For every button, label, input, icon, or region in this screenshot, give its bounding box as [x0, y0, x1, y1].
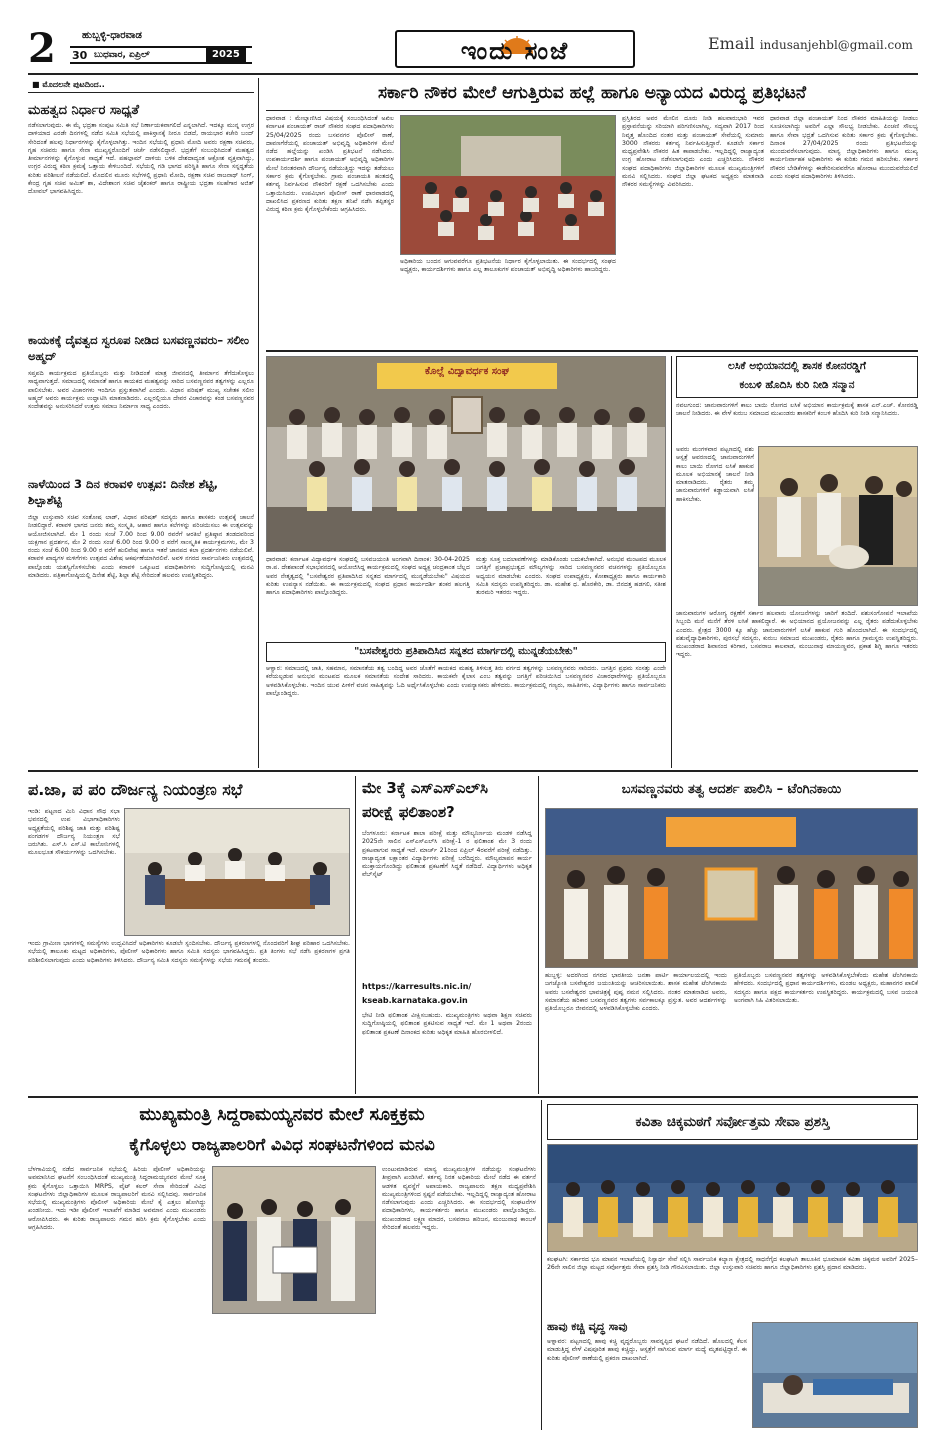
vaccine-headline-line1: ಲಸಿಕೆ ಅಭಿಯಾನದಲ್ಲಿ ಶಾಸಕ ಕೋನರಡ್ಡಿಗೆ	[728, 360, 866, 372]
date-day: 30	[72, 49, 88, 62]
email-value[interactable]: indusanjehbl@gmail.com	[759, 38, 913, 52]
date-weekday: ಬುಧವಾರ, ಏಪ್ರಿಲ್	[94, 50, 150, 60]
sslc-url-2[interactable]: kseab.karnataka.gov.in	[362, 996, 468, 1005]
story-title-basavanna: ಕಾಯಕಕ್ಕೆ ದೈವತ್ವದ ಸ್ವರೂಪ ನೀಡಿದ ಬಸವಣ್ಣನವರು– ಸಲೀಂ ಅಹ್ಮದ್	[28, 333, 250, 363]
lead-body-col1: ಧಾರವಾಡ : ಮೇಲ್ಕಾಣಿಸಿದ ವಿಷಯಕ್ಕೆ ಸಂಬಂಧಿಸಿದಂತೆ ಅಖಿಲ ಕರ್ನಾಟಕ ಪಂಚಾಯತ್ ರಾಜ್ ನೌಕರರ ಸಂಘದ ಪದಾಧಿಕಾರಿಗಳು 25/04/2025 ರಂದು ಬಸವನಗರ ಪೊಲೀಸ್ ಠಾಣೆ, ದಾವಣಗೆರೆಯಲ್ಲಿ ಪಂಚಾಯತ್ ಅಭಿವೃದ್ಧಿ ಅಧಿಕಾರಿಗಳ ಮೇಲೆ ನಡೆದ ಹಲ್ಲೆಯನ್ನು ಖಂಡಿಸಿ ಪ್ರತಿಭಟನೆ ನಡೆಸಿದರು. ಉಪಕಾರ್ಯದರ್ಶಿ ಹಾಗೂ ಪಂಚಾಯತ್ ಅಭಿವೃದ್ಧಿ ಅಧಿಕಾರಿಗಳ ಮೇಲೆ ನಿರಂತರವಾಗಿ ದೌರ್ಜನ್ಯ ನಡೆಯುತ್ತಿದ್ದು ಇದನ್ನು ತಡೆಯಲು ಸರ್ಕಾರ ಕ್ರಮ ಕೈಗೊಳ್ಳಬೇಕು. ಗ್ರಾಮ ಪಂಚಾಯತಿ ಹಂತದಲ್ಲಿ ಕರ್ತವ್ಯ ನಿರ್ವಹಿಸುವ ನೌಕರರಿಗೆ ರಕ್ಷಣೆ ಒದಗಿಸಬೇಕು ಎಂದು ಒತ್ತಾಯಿಸಿದರು. ಉಪವಿಭಾಗ ಪೊಲೀಸ್ ಠಾಣೆ ಧಾರವಾಡದಲ್ಲಿ ದಾಖಲಿಸಿದ ಪ್ರಕರಣದ ಕುರಿತು ತಕ್ಷಣ ತನಿಖೆ ನಡೆಸಿ ತಪ್ಪಿತಸ್ಥರ ವಿರುದ್ಧ ಕಠಿಣ ಕ್ರಮ ಕೈಗೊಳ್ಳಬೇಕೆಂದು ಆಗ್ರಹಿಸಿದರು.	[266, 115, 394, 214]
mid-divider-2	[538, 776, 539, 1094]
basaveshwara-subhead: "ಬಸವೇಶ್ವರರು ಪ್ರತಿಪಾದಿಸಿದ ಸನ್ನತದ ಮಾರ್ಗದಲ್ಲಿ ಮುನ್ನಡೆಯಬೇಕು"	[354, 646, 578, 657]
lead-bottom-rule	[266, 350, 918, 352]
continued-kicker: ■ ಮೊದಲನೇ ಪುಟದಿಂದ..	[28, 78, 254, 93]
group-photo-caption-2: ಮತ್ತು ಸೂಕ್ತ ಬದಲಾವಣೆಗಳನ್ನು ಮಾಡಿಕೊಂಡು ಬದುಕಬೇಕಾಗಿದೆ. ಅನುಭವ ಮಂಟಪದ ಮೂಲಕ ಜಗತ್ತಿಗೆ ಪ್ರಜಾಪ್ರಭುತ್ವದ ಮೌಲ್ಯಗಳನ್ನು ಸಾರಿದ ಬಸವಣ್ಣನವರ ವಚನಗಳನ್ನು ಪ್ರತಿಯೊಬ್ಬರೂ ಅಧ್ಯಯನ ಮಾಡಬೇಕು ಎಂದರು. ಸಂಘದ ಉಪಾಧ್ಯಕ್ಷರು, ಕೋಶಾಧ್ಯಕ್ಷರು ಹಾಗೂ ಕಾರ್ಯಕಾರಿ ಸಮಿತಿ ಸದಸ್ಯರು ಉಪಸ್ಥಿತರಿದ್ದರು. ಡಾ. ಮಹೇಶ ಧ. ಹೊರಕೇರಿ, ಡಾ. ಜಿನದತ್ತ ಹಡಗಲಿ, ಸತೀಶ ತುರಮರಿ ಇತರರು ಇದ್ದರು.	[476, 556, 666, 597]
bottom-divider	[541, 1100, 542, 1430]
vaccine-headline-line2: ಕಂಬಳಿ ಹೊದಿಸಿ ಕುರಿ ನೀಡಿ ಸನ್ಮಾನ	[739, 379, 855, 391]
group-scene-illustration	[267, 357, 666, 552]
story-body-coastal-fest: ಜಿಲ್ಲಾ ಉಸ್ತುವಾರಿ ಸಚಿವ ಸಂತೋಷ ಲಾಡ್, ವಿಧಾನ ಪರಿಷತ್ ಸದಸ್ಯರು ಹಾಗೂ ಶಾಸಕರು ಉತ್ಸವಕ್ಕೆ ಚಾಲನೆ ನೀಡಲಿದ್ದಾರೆ. ಕರಾವಳಿ ಭಾಗದ ಜನರು ತಮ್ಮ ಸಂಸ್ಕೃತಿ, ಆಹಾರ ಹಾಗೂ ಕಲೆಗಳನ್ನು ಪರಿಚಯಿಸಲು ಈ ಉತ್ಸವವನ್ನು ಆಯೋಜಿಸಲಾಗಿದೆ. ಮೇ 1 ರಂದು ಸಂಜೆ 7.00 ರಿಂದ 9.00 ರವರೆಗೆ ಆರತಿಲೆ ಪ್ರತಿಷ್ಠಾನ ತಂಡದವರಿಂದ ಯಕ್ಷಗಾನ ಪ್ರದರ್ಶನ, ಮೇ 2 ರಂದು ಸಂಜೆ 6.00 ರಿಂದ 9.00 ರ ವರೆಗೆ ಸಾಂಸ್ಕೃತಿಕ ಕಾರ್ಯಕ್ರಮಗಳು, ಮೇ 3 ರಂದು ಸಂಜೆ 6.00 ರಿಂದ 9.00 ರ ವರೆಗೆ ಹುಲಿವೇಷ ಹಾಗೂ ಇತರೆ ಜಾನಪದ ಕಲಾ ಪ್ರದರ್ಶನಗಳು ನಡೆಯಲಿವೆ. ಕರಾವಳಿ ಖಾದ್ಯಗಳ ಮಳಿಗೆಗಳು ಉತ್ಸವದ ವಿಶೇಷ ಆಕರ್ಷಣೆಯಾಗಿರಲಿವೆ. ಅವಳಿ ನಗರದ ಸಾರ್ವಜನಿಕರು ಉತ್ಸವದಲ್ಲಿ ಪಾಲ್ಗೊಂಡು ಯಶಸ್ವಿಗೊಳಿಸಬೇಕು ಎಂದು ಕರಾವಳಿ ಒಕ್ಕೂಟದ ಪದಾಧಿಕಾರಿಗಳು ಸುದ್ದಿಗೋಷ್ಠಿಯಲ್ಲಿ ಮನವಿ ಮಾಡಿದರು. ಪತ್ರಿಕಾಗೋಷ್ಠಿಯಲ್ಲಿ ದಿನೇಶ ಶೆಟ್ಟಿ, ಶಿಲ್ಪಾ ಶೆಟ್ಟಿ ಸೇರಿದಂತೆ ಹಲವರು ಉಪಸ್ಥಿತರಿದ್ದರು.	[28, 514, 254, 580]
lead-photo-caption: ಅಧಿಕಾರಿಯ ಬಂದನ ಆಗುವವರೆಗೂ ಪ್ರತಿಭಟನೆಯ ನಿರ್ಧಾರ ಕೈಗೊಳ್ಳಲಾಯಿತು. ಈ ಸಂದರ್ಭದಲ್ಲಿ ಸಂಘದ ಅಧ್ಯಕ್ಷರು, ಕಾರ್ಯದರ್ಶಿಗಳು ಹಾಗೂ ಎಲ್ಲ ತಾಲೂಕುಗಳ ಪಂಚಾಯತ್ ಅಭಿವೃದ್ಧಿ ಅಧಿಕಾರಿಗಳು ಹಾಜರಿದ್ದರು.	[400, 258, 616, 274]
right-story-divider	[671, 356, 672, 768]
lead-body-col4: ಧಾರವಾಡ ಜಿಲ್ಲಾ ಪಂಚಾಯತ್ ನಿಂದ ನೌಕರರ ಮಾಹಿತಿಯನ್ನು ನೀಡಲು ಸೂಚಿಸಲಾಗಿದ್ದು ಅವರಿಗೆ ಎಲ್ಲಾ ಸೌಲಭ್ಯ ನೀಡಬೇಕು. ಪಿಂಚಣಿ ಸೌಲಭ್ಯ ಹಾಗೂ ಸೇವಾ ಭದ್ರತೆ ಒದಗಿಸುವ ಕುರಿತು ಸರ್ಕಾರ ಕ್ರಮ ಕೈಗೊಳ್ಳಬೇಕು. ದಿನಾಂಕ 27/04/2025 ರಂದು ಪ್ರತಿಭಟನೆಯನ್ನು ಮುಂದುವರೆಸಲಾಗುವುದು. ಮಾನ್ಯ ಜಿಲ್ಲಾಧಿಕಾರಿಗಳು ಹಾಗೂ ಮುಖ್ಯ ಕಾರ್ಯನಿರ್ವಾಹಕ ಅಧಿಕಾರಿಗಳು ಈ ಕುರಿತು ಗಮನ ಹರಿಸಬೇಕು. ಸರ್ಕಾರ ನೌಕರರ ಬೇಡಿಕೆಗಳನ್ನು ಈಡೇರಿಸುವವರೆಗೂ ಹೋರಾಟ ಮುಂದುವರೆಯಲಿದೆ ಎಂದು ಸಂಘದ ಪದಾಧಿಕಾರಿಗಳು ತಿಳಿಸಿದರು.	[770, 115, 918, 181]
snake-bite-title: ಹಾವು ಕಚ್ಚಿ ವೃದ್ಧ ಸಾವು	[547, 1320, 628, 1333]
story-body-basavanna: ಸಪ್ತಪದಿ ಕಾರ್ಯಕ್ರಮದ ಪ್ರತಿಯೊಬ್ಬರು ಮತ್ತು ನೀಡಿದಂತೆ ಮಾತ್ರ ಜೀವನದಲ್ಲಿ ತೀರ್ಮಾನ ತೆಗೆದುಕೊಳ್ಳಲು ಸಾಧ್ಯವಾಗುತ್ತದೆ. ಸಮಾಜದಲ್ಲಿ ಸಮಾನತೆ ಹಾಗೂ ಕಾಯಕದ ಮಹತ್ವವನ್ನು ಸಾರಿದ ಬಸವಣ್ಣನವರ ತತ್ವಗಳನ್ನು ಎಲ್ಲರೂ ಪಾಲಿಸಬೇಕು. ಅವರ ವಿಚಾರಗಳು ಇಂದಿಗೂ ಪ್ರಸ್ತುತವಾಗಿವೆ ಎಂದರು. ವಿಧಾನ ಪರಿಷತ್ ಮುಖ್ಯ ಸಚೇತಕ ಸಲೀಂ ಅಹ್ಮದ್ ಅವರು ಕಾರ್ಯಕ್ರಮ ಉದ್ಘಾಟಿಸಿ ಮಾತನಾಡಿದರು. ಎಲ್ಲರಲ್ಲಿಯೂ ದೇವರ ವಿಚಾರವನ್ನು ಕಂಡ ಬಸವಣ್ಣನವರ ಸಂದೇಶವನ್ನು ಅನುಸರಿಸಿದರೆ ಉತ್ತಮ ಸಮಾಜ ನಿರ್ಮಾಣ ಸಾಧ್ಯ ಎಂದರು.	[28, 370, 254, 411]
left-column-divider	[258, 78, 259, 768]
bottom-section-rule	[28, 1096, 918, 1098]
logo-box	[395, 30, 635, 68]
scst-meeting-photo	[124, 808, 350, 936]
story-title-coastal-fest: ನಾಳೆಯಿಂದ 3 ದಿನ ಕರಾವಳಿ ಉತ್ಸವ: ದಿನೇಶ ಶೆಟ್ಟಿ, ಶಿಲ್ಪಾಶೆಟ್ಟಿ	[28, 477, 219, 507]
cm-memo-title-line2: ಕೈಗೊಳ್ಳಲು ರಾಜ್ಯಪಾಲರಿಗೆ ವಿವಿಧ ಸಂಘಟನೆಗಳಿಂದ ಮನವಿ	[129, 1135, 435, 1154]
tenginakai-photo	[545, 808, 918, 968]
hospital-scene-illustration	[753, 1323, 918, 1428]
masthead-rule	[28, 73, 918, 75]
lead-headline: ಸರ್ಕಾರಿ ನೌಕರ ಮೇಲೆ ಆಗುತ್ತಿರುವ ಹಲ್ಲೆ ಹಾಗೂ ಅನ್ಯಾಯದ ವಿರುದ್ಧ ಪ್ರತಿಭಟನೆ	[378, 83, 806, 103]
snake-bite-photo	[752, 1322, 918, 1428]
sslc-title-line1: ಮೇ 3ಕ್ಕೆ ಎಸ್ಎಸ್ಎಲ್‌ಸಿ	[362, 779, 488, 797]
cm-memo-photo	[212, 1166, 376, 1314]
vaccine-body-top: ನವಲಗುಂದ: ಜಾನುವಾರುಗಳಿಗೆ ಕಾಲು ಬಾಯಿ ರೋಗದ ಲಸಿಕೆ ಅಭಿಯಾನ ಕಾರ್ಯಕ್ರಮಕ್ಕೆ ಶಾಸಕ ಎನ್.ಎಚ್. ಕೋನರಡ್ಡಿ ಚಾಲನೆ ನೀಡಿದರು. ಈ ವೇಳೆ ಕುರುಬ ಸಮಾಜದ ಮುಖಂಡರು ಶಾಸಕರಿಗೆ ಕಂಬಳಿ ಹೊದಿಸಿ ಕುರಿ ನೀಡಿ ಸನ್ಮಾನಿಸಿದರು.	[676, 402, 918, 418]
award-body: ಕಲಘಟಗಿ: ಸರ್ಕಾರದ ಭೂ ಮಾಪನ ಇಲಾಖೆಯಲ್ಲಿ ನಿಸ್ವಾರ್ಥ ಸೇವೆ ಸಲ್ಲಿಸಿ ಸಾರ್ವಜನಿಕ ಕಲ್ಯಾಣ ಕ್ಷೇತ್ರದಲ್ಲಿ ಸಾಧನೆಗೈದ ಕಲಘಟಗಿ ತಾಲೂಕಿನ ಭೂಮಾಪಕ ಕವಿತಾ ಚಿಕ್ಕಮಠ ಅವರಿಗೆ 2025–26ನೇ ಸಾಲಿನ ಜಿಲ್ಲಾ ಮಟ್ಟದ ಸರ್ವೋತ್ತಮ ಸೇವಾ ಪ್ರಶಸ್ತಿ ನೀಡಿ ಗೌರವಿಸಲಾಯಿತು. ಜಿಲ್ಲಾ ಉಸ್ತುವಾರಿ ಸಚಿವರು ಹಾಗೂ ಜಿಲ್ಲಾಧಿಕಾರಿಗಳು ಪ್ರಶಸ್ತಿ ಪ್ರದಾನ ಮಾಡಿದರು.	[547, 1256, 918, 1272]
vaccine-headline-box	[676, 356, 918, 398]
group-photo-banner: ಕೊಲ್ಲೆ ವಿದ್ಯಾವರ್ಧಕ ಸಂಘ	[425, 366, 509, 377]
group-photo	[266, 356, 666, 552]
felicitation-scene-illustration	[546, 809, 918, 968]
masthead	[0, 28, 945, 70]
award-title: ಕವಿತಾ ಚಿಕ್ಕಮಠಗೆ ಸರ್ವೋತ್ತಮ ಸೇವಾ ಪ್ರಶಸ್ತಿ	[635, 1114, 830, 1130]
basaveshwara-subhead-box	[266, 642, 666, 662]
sslc-body-2: ಭೇಟಿ ನೀಡಿ ಫಲಿತಾಂಶ ವೀಕ್ಷಿಸಬಹುದು. ಮುಖ್ಯಮಂತ್ರಿಗಳು ಅಥವಾ ಶಿಕ್ಷಣ ಸಚಿವರು ಸುದ್ದಿಗೋಷ್ಠಿಯಲ್ಲಿ ಫಲಿತಾಂಶ ಪ್ರಕಟಿಸುವ ಸಾಧ್ಯತೆ ಇದೆ. ಮೇ 1 ಅಥವಾ 2ರಂದು ಫಲಿತಾಂಶ ಪ್ರಕಟಣೆ ದಿನಾಂಕದ ಕುರಿತು ಅಧಿಕೃತ ಮಾಹಿತಿ ಹೊರಬೀಳಲಿದೆ.	[362, 1012, 532, 1036]
cm-memo-body-photo-below	[212, 1318, 376, 1428]
scst-meeting-title: ಪ.ಜಾ, ಪ ಪಂ ದೌರ್ಜನ್ಯ ನಿಯಂತ್ರಣ ಸಭೆ	[28, 780, 243, 799]
scst-body-side: ಇಂಡಿ: ಪಟ್ಟಣದ ಮಿನಿ ವಿಧಾನ ಸೌಧ ಸಭಾ ಭವನದಲ್ಲಿ ಉಪ ವಿಭಾಗಾಧಿಕಾರಿಗಳು ಅಧ್ಯಕ್ಷತೆಯಲ್ಲಿ ಪರಿಶಿಷ್ಟ ಜಾತಿ ಮತ್ತು ಪರಿಶಿಷ್ಟ ಪಂಗಡಗಳ ದೌರ್ಜನ್ಯ ನಿಯಂತ್ರಣ ಸಭೆ ಜರುಗಿತು. ಎಸ್.ಸಿ ಎಸ್.ಟಿ ಕಾಲೋನಿಗಳಲ್ಲಿ ಮೂಲಭೂತ ಸೌಕರ್ಯಗಳನ್ನು ಒದಗಿಸಬೇಕು.	[28, 808, 120, 857]
memorandum-scene-illustration	[213, 1167, 376, 1314]
date-year: 2025	[206, 48, 246, 62]
email-block	[708, 34, 938, 64]
mid-divider-1	[355, 776, 356, 1094]
award-photo	[547, 1144, 918, 1252]
vaccine-photo	[758, 446, 918, 606]
award-ceremony-illustration	[548, 1145, 918, 1252]
basaveshwara-body: ಆಳ್ವಾರ: ಸಮಾಜದಲ್ಲಿ ಜಾತಿ, ಸಹಮಾನ, ಸಮಾನತೆಯ ತತ್ವ ಬಂದಿದ್ದ ಅವರ ಜೊತೆಗೆ ಕಾಯಕದ ಮಹತ್ವ ತಿಳಿಸುತ್ತ ತಿರು ವರ್ಗದ ತತ್ವಗಳನ್ನು ಬಸವಣ್ಣನವರು ಸಾರಿದರು. ಜಗತ್ತಿನ ಪ್ರಥಮ ಸಂಸತ್ತು ಎಂದೇ ಕರೆಯಲ್ಪಡುವ ಅನುಭವ ಮಂಟಪದ ಮೂಲಕ ಸಮಾನತೆಯ ಸಂದೇಶ ಸಾರಿದರು. ಕಾಯಕವೇ ಕೈಲಾಸ ಎಂಬ ತತ್ವವನ್ನು ಜಗತ್ತಿಗೆ ಪರಿಚಯಿಸಿದ ಬಸವಣ್ಣನವರ ವಿಚಾರಧಾರೆಗಳನ್ನು ಪ್ರತಿಯೊಬ್ಬರೂ ಅಳವಡಿಸಿಕೊಳ್ಳಬೇಕು. ಇಂದಿನ ಯುವ ಪೀಳಿಗೆ ವಚನ ಸಾಹಿತ್ಯವನ್ನು ಓದಿ ಅರ್ಥೈಸಿಕೊಳ್ಳಬೇಕು ಎಂದು ಉಪನ್ಯಾಸಕರು ಹೇಳಿದರು. ಕಾರ್ಯಕ್ರಮದಲ್ಲಿ ಗಣ್ಯರು, ಸಾಹಿತಿಗಳು, ವಿದ್ಯಾರ್ಥಿಗಳು ಹಾಗೂ ಸಾರ್ವಜನಿಕರು ಪಾಲ್ಗೊಂಡಿದ್ದರು.	[266, 665, 666, 697]
page-number: 2	[28, 28, 56, 70]
sslc-body: ಬೆಂಗಳೂರು: ಕರ್ನಾಟಕ ಶಾಲಾ ಪರೀಕ್ಷೆ ಮತ್ತು ಮೌಲ್ಯನಿರ್ಣಯ ಮಂಡಳಿ ನಡೆಸಿದ್ದ 2025ನೇ ಸಾಲಿನ ಎಸ್ಎಸ್ಎಲ್‌ಸಿ ಪರೀಕ್ಷೆ-1 ರ ಫಲಿತಾಂಶ ಮೇ 3 ರಂದು ಪ್ರಕಟವಾಗುವ ಸಾಧ್ಯತೆ ಇದೆ. ಮಾರ್ಚ್ 21ರಿಂದ ಏಪ್ರಿಲ್ 4ರವರೆಗೆ ಪರೀಕ್ಷೆ ನಡೆದಿತ್ತು. ರಾಜ್ಯಾದ್ಯಂತ ಲಕ್ಷಾಂತರ ವಿದ್ಯಾರ್ಥಿಗಳು ಪರೀಕ್ಷೆ ಬರೆದಿದ್ದರು. ಮೌಲ್ಯಮಾಪನ ಕಾರ್ಯ ಮುಕ್ತಾಯಗೊಂಡಿದ್ದು ಫಲಿತಾಂಶ ಪ್ರಕಟಣೆಗೆ ಸಿದ್ಧತೆ ನಡೆದಿದೆ. ವಿದ್ಯಾರ್ಥಿಗಳು ಅಧಿಕೃತ ವೆಬ್‌ಸೈಟ್	[362, 830, 532, 879]
meeting-room-illustration	[125, 809, 350, 936]
protest-scene-illustration	[401, 116, 616, 255]
cm-memo-body-right: ಉಂಟುಮಾಡಿರುವ ಮಾನ್ಯ ಮುಖ್ಯಮಂತ್ರಿಗಳ ನಡೆಯನ್ನು ಸಂಘಟನೆಗಳು ತೀವ್ರವಾಗಿ ಖಂಡಿಸಿವೆ. ಕರ್ತವ್ಯ ನಿರತ ಅಧಿಕಾರಿಯ ಮೇಲೆ ನಡೆದ ಈ ವರ್ತನೆ ಆಡಳಿತ ವ್ಯವಸ್ಥೆಗೆ ಅಪಾಯಕಾರಿ. ರಾಜ್ಯಪಾಲರು ತಕ್ಷಣ ಮಧ್ಯಪ್ರವೇಶಿಸಿ ಮುಖ್ಯಮಂತ್ರಿಗಳಿಂದ ಸ್ಪಷ್ಟನೆ ಪಡೆಯಬೇಕು. ಇಲ್ಲದಿದ್ದಲ್ಲಿ ರಾಜ್ಯಾದ್ಯಂತ ಹೋರಾಟ ನಡೆಸಲಾಗುವುದು ಎಂದು ಎಚ್ಚರಿಸಿದರು. ಈ ಸಂದರ್ಭದಲ್ಲಿ ಸಂಘಟನೆಗಳ ಪದಾಧಿಕಾರಿಗಳು, ಕಾರ್ಯಕರ್ತರು ಹಾಗೂ ಮುಖಂಡರು ಪಾಲ್ಗೊಂಡಿದ್ದರು. ಮುಖಂಡರಾದ ಲಕ್ಷ್ಮಣ ಮಾದರ, ಬಸವರಾಜ ಹರಿಜನ, ಮಂಜುನಾಥ ಕಾಂಬಳೆ ಸೇರಿದಂತೆ ಹಲವರು ಇದ್ದರು.	[382, 1166, 536, 1232]
date-strip	[70, 46, 252, 64]
vaccine-body-side: ಅವರು ಮಂಗಳವಾರ ಪಟ್ಟಣದಲ್ಲಿ ಪಶು ಆಸ್ಪತ್ರೆ ಆವರಣದಲ್ಲಿ ಜಾನುವಾರುಗಳಿಗೆ ಕಾಲು ಬಾಯಿ ರೋಗದ ಲಸಿಕೆ ಹಾಕುವ ಮೂಲಕ ಅಭಿಯಾನಕ್ಕೆ ಚಾಲನೆ ನೀಡಿ ಮಾತನಾಡಿದರು. ರೈತರು ತಮ್ಮ ಜಾನುವಾರುಗಳಿಗೆ ಕಡ್ಡಾಯವಾಗಿ ಲಸಿಕೆ ಹಾಕಿಸಬೇಕು.	[676, 446, 754, 503]
sslc-title-line2: ಪರೀಕ್ಷೆ ಫಲಿತಾಂಶ?	[362, 803, 455, 821]
story-body-decision: ನಡೆಸಲಾಗುವುದು. ಈ ಮೈ ಭದ್ರತಾ ಸಂಪುಟ ಸಮಿತಿ ಸಭೆ ನಿರ್ಣಾಯಕವಾಗಲಿದೆ ಎನ್ನಲಾಗಿದೆ. ಇದಕ್ಕೂ ಮುನ್ನ ಉಗ್ರರ ದಾಳಿಯಾದ ಎರಡೇ ದಿನಗಳಲ್ಲಿ ನಡೆದ ಸಮಿತಿ ಸಭೆಯಲ್ಲಿ ಪಾಕಿಸ್ತಾನಕ್ಕೆ ನೀರೂ ಬಿಡದೆ, ರಾಯಭಾರ ಕಚೇರಿ ಬಂದ್ ಸೇರಿದಂತೆ ಹಲವು ನಿರ್ಧಾರಗಳನ್ನು ಕೈಗೊಳ್ಳಲಾಗಿತ್ತು. ಇಂದಿನ ಸಭೆಯಲ್ಲಿ ಪ್ರಧಾನಿ ಮೋದಿ ಅವರು ರಕ್ಷಣಾ ಸಚಿವರು, ಗೃಹ ಸಚಿವರು ಹಾಗೂ ಸೇನಾ ಮುಖ್ಯಸ್ಥರೊಂದಿಗೆ ಚರ್ಚೆ ನಡೆಸಲಿದ್ದಾರೆ. ಭದ್ರತೆಗೆ ಸಂಬಂಧಿಸಿದಂತೆ ಮಹತ್ವದ ತೀರ್ಮಾನಗಳನ್ನು ಕೈಗೊಳ್ಳುವ ಸಾಧ್ಯತೆ ಇದೆ. ಪಹಲ್ಗಾಮ್ ದಾಳಿಯ ಬಳಿಕ ದೇಶದಾದ್ಯಂತ ಆಕ್ರೋಶ ವ್ಯಕ್ತವಾಗಿದ್ದು, ಉಗ್ರರ ವಿರುದ್ಧ ಕಠಿಣ ಕ್ರಮಕ್ಕೆ ಒತ್ತಾಯ ಕೇಳಿಬಂದಿದೆ. ಸಭೆಯಲ್ಲಿ ಗಡಿ ಭಾಗದ ಪರಿಸ್ಥಿತಿ ಹಾಗೂ ಸೇನಾ ಸನ್ನದ್ಧತೆಯ ಕುರಿತು ಪರಿಶೀಲನೆ ನಡೆಯಲಿದೆ. ಮೊದಲಿನ ಮೂರು ಸಭೆಗಳಲ್ಲಿ ಪ್ರಧಾನಿ ಮೋದಿ, ರಕ್ಷಣಾ ಸಚಿವ ರಾಜನಾಥ್ ಸಿಂಗ್, ಕೇಂದ್ರ ಗೃಹ ಸಚಿವ ಅಮಿತ್ ಶಾ, ವಿದೇಶಾಂಗ ಸಚಿವ ಜೈಶಂಕರ್ ಹಾಗೂ ರಾಷ್ಟ್ರೀಯ ಭದ್ರತಾ ಸಲಹೆಗಾರ ಅಜಿತ್ ದೋವಲ್ ಭಾಗವಹಿಸಿದ್ದರು.	[28, 122, 254, 196]
story-title-decision: ಮಹತ್ವದ ನಿರ್ಧಾರ ಸಾಧ್ಯತೆ	[28, 103, 139, 118]
mid-section-rule	[28, 770, 918, 772]
sslc-url-1[interactable]: https://karresults.nic.in/	[362, 982, 472, 991]
snake-bite-body: ಅಳ್ನಾವರ: ಪಟ್ಟಣದಲ್ಲಿ ಹಾವು ಕಚ್ಚಿ ವೃದ್ಧರೊಬ್ಬರು ಸಾವನ್ನಪ್ಪಿದ ಘಟನೆ ನಡೆದಿದೆ. ಹೊಲದಲ್ಲಿ ಕೆಲಸ ಮಾಡುತ್ತಿದ್ದ ವೇಳೆ ವಿಷಪೂರಿತ ಹಾವು ಕಚ್ಚಿದ್ದು, ಆಸ್ಪತ್ರೆಗೆ ಸಾಗಿಸುವ ಮಾರ್ಗ ಮಧ್ಯೆ ಮೃತಪಟ್ಟಿದ್ದಾರೆ. ಈ ಕುರಿತು ಪೊಲೀಸ್ ಠಾಣೆಯಲ್ಲಿ ಪ್ರಕರಣ ದಾಖಲಾಗಿದೆ.	[547, 1338, 747, 1362]
cm-memo-title-line1: ಮುಖ್ಯಮಂತ್ರಿ ಸಿದ್ದರಾಮಯ್ಯನವರ ಮೇಲೆ ಸೂಕ್ತಕ್ರಮ	[139, 1105, 425, 1125]
edition-label: ಹುಬ್ಬಳ್ಳಿ-ಧಾರವಾಡ	[82, 30, 142, 41]
lead-headline-rule	[266, 110, 918, 111]
cm-memo-body-left: ಬೆಳಗಾವಿಯಲ್ಲಿ ನಡೆದ ಸಾರ್ವಜನಿಕ ಸಭೆಯಲ್ಲಿ ಹಿರಿಯ ಪೊಲೀಸ್ ಅಧಿಕಾರಿಯನ್ನು ಅವಮಾನಿಸಿದ ಘಟನೆಗೆ ಸಂಬಂಧಿಸಿದಂತೆ ಮುಖ್ಯಮಂತ್ರಿ ಸಿದ್ದರಾಮಯ್ಯನವರ ಮೇಲೆ ಸೂಕ್ತ ಕ್ರಮ ಕೈಗೊಳ್ಳಲು ಒತ್ತಾಯಿಸಿ MRPS, ವೈಟ್ ಕಲರ್ ಸೇನಾ ಸೇರಿದಂತೆ ವಿವಿಧ ಸಂಘಟನೆಗಳು ಜಿಲ್ಲಾಧಿಕಾರಿಗಳ ಮೂಲಕ ರಾಜ್ಯಪಾಲರಿಗೆ ಮನವಿ ಸಲ್ಲಿಸಿದವು. ಸಾರ್ವಜನಿಕ ಸಭೆಯಲ್ಲಿ ಮುಖ್ಯಮಂತ್ರಿಗಳು ಪೊಲೀಸ್ ಅಧಿಕಾರಿಯ ಮೇಲೆ ಕೈ ಎತ್ತಲು ಹೋಗಿದ್ದು ಖಂಡನೀಯ. ಇದು ಇಡೀ ಪೊಲೀಸ್ ಇಲಾಖೆಗೆ ಮಾಡಿದ ಅವಮಾನ ಎಂದು ಮುಖಂಡರು ಆರೋಪಿಸಿದರು. ಈ ಕುರಿತು ರಾಜ್ಯಪಾಲರು ಗಮನ ಹರಿಸಿ ಕ್ರಮ ಕೈಗೊಳ್ಳಬೇಕು ಎಂದು ಆಗ್ರಹಿಸಿದರು.	[28, 1166, 206, 1232]
scst-body-main: ಇಂದು ಗ್ರಾಮೀಣ ಭಾಗಗಳಲ್ಲಿ ಸಮಸ್ಯೆಗಳು ಉದ್ಭವಿಸಿದರೆ ಅಧಿಕಾರಿಗಳು ಕೂಡಲೇ ಸ್ಪಂದಿಸಬೇಕು. ದೌರ್ಜನ್ಯ ಪ್ರಕರಣಗಳಲ್ಲಿ ನೊಂದವರಿಗೆ ಶೀಘ್ರ ಪರಿಹಾರ ಒದಗಿಸಬೇಕು. ಸಭೆಯಲ್ಲಿ ತಾಲೂಕು ಮಟ್ಟದ ಅಧಿಕಾರಿಗಳು, ಪೊಲೀಸ್ ಅಧಿಕಾರಿಗಳು ಹಾಗೂ ಸಮಿತಿ ಸದಸ್ಯರು ಭಾಗವಹಿಸಿದ್ದರು. ಪ್ರತಿ ತಿಂಗಳು ಸಭೆ ನಡೆಸಿ ಪ್ರಕರಣಗಳ ಪ್ರಗತಿ ಪರಿಶೀಲಿಸಲಾಗುವುದು ಎಂದು ಅಧಿಕಾರಿಗಳು ತಿಳಿಸಿದರು. ದೌರ್ಜನ್ಯ ಸಮಿತಿ ಸದಸ್ಯರು ಸಮಸ್ಯೆಗಳನ್ನು ಸಭೆಯ ಗಮನಕ್ಕೆ ತಂದರು.	[28, 940, 350, 964]
tenginakai-body-right: ಪ್ರತಿಯೊಬ್ಬರು ಬಸವಣ್ಣನವರ ತತ್ವಗಳನ್ನು ಅಳವಡಿಸಿಕೊಳ್ಳಬೇಕೆಂದು ಮಹೇಶ ಟೆಂಗಿನಕಾಯಿ ಹೇಳಿದರು. ಸಂದರ್ಭದಲ್ಲಿ ಪ್ರಧಾನ ಕಾರ್ಯದರ್ಶಿಗಳು, ಮಂಡಲ ಅಧ್ಯಕ್ಷರು, ಮಹಾನಗರ ಪಾಲಿಕೆ ಸದಸ್ಯರು ಹಾಗೂ ಪಕ್ಷದ ಕಾರ್ಯಕರ್ತರು ಉಪಸ್ಥಿತರಿದ್ದರು. ಕಾರ್ಯಕ್ರಮದಲ್ಲಿ ಬಸವ ಜಯಂತಿ ಅಂಗವಾಗಿ ಸಿಹಿ ವಿತರಿಸಲಾಯಿತು.	[734, 972, 918, 1004]
email-label: Email	[708, 34, 755, 53]
left-column	[28, 78, 254, 658]
vaccine-body-main: ಜಾನುವಾರುಗಳ ಆರೋಗ್ಯ ರಕ್ಷಣೆಗೆ ಸರ್ಕಾರ ಹಲವಾರು ಯೋಜನೆಗಳನ್ನು ಜಾರಿಗೆ ತಂದಿದೆ. ಪಶುಸಂಗೋಪನೆ ಇಲಾಖೆಯ ಸಿಬ್ಬಂದಿ ಮನೆ ಮನೆಗೆ ತೆರಳಿ ಲಸಿಕೆ ಹಾಕಲಿದ್ದಾರೆ. ಈ ಅಭಿಯಾನದ ಪ್ರಯೋಜನವನ್ನು ಎಲ್ಲ ರೈತರು ಪಡೆದುಕೊಳ್ಳಬೇಕು ಎಂದರು. ಕ್ಷೇತ್ರದ 3000 ಕ್ಕೂ ಹೆಚ್ಚು ಜಾನುವಾರುಗಳಿಗೆ ಲಸಿಕೆ ಹಾಕುವ ಗುರಿ ಹೊಂದಲಾಗಿದೆ. ಈ ಸಂದರ್ಭದಲ್ಲಿ ಪಶುವೈದ್ಯಾಧಿಕಾರಿಗಳು, ಪುರಸಭೆ ಸದಸ್ಯರು, ಕುರುಬ ಸಮಾಜದ ಮುಖಂಡರು, ರೈತರು ಹಾಗೂ ಗ್ರಾಮಸ್ಥರು ಉಪಸ್ಥಿತರಿದ್ದರು. ಮುಖಂಡರಾದ ಶಿವಾನಂದ ಕರಿಗಾರ, ಬಸವರಾಜ ಕಾಲವಾಡ, ಮಂಜುನಾಥ ಮಾಯಣ್ಣವರ, ಪ್ರಕಾಶ ಶಿಗ್ಲಿ ಹಾಗೂ ಇತರರು ಇದ್ದರು.	[676, 610, 918, 659]
lead-protest-photo	[400, 115, 616, 255]
award-title-box	[547, 1104, 918, 1140]
lead-body-col3: ಪ್ರಸ್ತಿತಿರದ ಅವರ ಮೇಲಿನ ದೂರು ನೀಡಿ ಹಲವಾರುಭಾರಿ ಇವರ ಪ್ರಸ್ತಾವನೆಯನ್ನು ಸರಿಯಾಗಿ ಪರಿಗಣಿಸಲಾಗಿಲ್ಲ. ಸದ್ಯವಾಗಿ 2017 ರಿಂದ ನಿವೃತ್ತ ಹೊಂದಿದ ನಂತರ ಮತ್ತು ಪಂಚಾಯತ್ ಸೇವೆಯಲ್ಲಿ ಸುಮಾರು 3000 ನೌಕರರು ಕರ್ತವ್ಯ ನಿರ್ವಹಿಸುತ್ತಿದ್ದಾರೆ. ಕೂಡಲೇ ಸರ್ಕಾರ ಮಧ್ಯಪ್ರವೇಶಿಸಿ ನೌಕರರ ಹಿತ ಕಾಪಾಡಬೇಕು. ಇಲ್ಲದಿದ್ದಲ್ಲಿ ರಾಜ್ಯಾದ್ಯಂತ ಉಗ್ರ ಹೋರಾಟ ನಡೆಸಲಾಗುವುದು ಎಂದು ಎಚ್ಚರಿಸಿದರು. ನೌಕರರ ಸಂಘದ ಪದಾಧಿಕಾರಿಗಳು ಜಿಲ್ಲಾಧಿಕಾರಿಗಳ ಮೂಲಕ ಮುಖ್ಯಮಂತ್ರಿಗಳಿಗೆ ಮನವಿ ಸಲ್ಲಿಸಿದರು. ಸಂಘದ ಜಿಲ್ಲಾ ಘಟಕದ ಅಧ್ಯಕ್ಷರು ಮಾತನಾಡಿ ನೌಕರರ ಸಮಸ್ಯೆಗಳನ್ನು ವಿವರಿಸಿದರು.	[622, 115, 764, 189]
vaccine-scene-illustration	[759, 447, 918, 606]
tenginakai-body-left: ಹುಬ್ಬಳ್ಳಿ: ಅದರಗಿಂದ ನಗರದ ಭಾರತೀಯ ಜನತಾ ಪಾರ್ಟಿ ಕಾರ್ಯಾಲಯದಲ್ಲಿ ಇಂದು ಜಗಜ್ಯೋತಿ ಬಸವೇಶ್ವರರ ಜಯಂತಿಯನ್ನು ಆಚರಿಸಲಾಯಿತು. ಶಾಸಕ ಮಹೇಶ ಟೆಂಗಿನಕಾಯಿ ಅವರು ಬಸವೇಶ್ವರರ ಭಾವಚಿತ್ರಕ್ಕೆ ಪುಷ್ಪ ನಮನ ಸಲ್ಲಿಸಿದರು. ನಂತರ ಮಾತನಾಡಿದ ಅವರು, ಸಮಾನತೆಯ ಹರಿಕಾರ ಬಸವಣ್ಣನವರ ತತ್ವಗಳು ಸರ್ವಕಾಲಕ್ಕೂ ಪ್ರಸ್ತುತ. ಅವರ ಆದರ್ಶಗಳನ್ನು ಪ್ರತಿಯೊಬ್ಬರೂ ಜೀವನದಲ್ಲಿ ಅಳವಡಿಸಿಕೊಳ್ಳಬೇಕು ಎಂದರು.	[545, 972, 727, 1013]
logo-text: ಇಂದು ಸಂಜೆ	[460, 37, 570, 65]
tenginakai-title: ಬಸವಣ್ಣನವರು ತತ್ವ ಆದರ್ಶ ಪಾಲಿಸಿ – ಟೆಂಗಿನಕಾಯಿ	[621, 782, 842, 797]
group-photo-caption: ಧಾರವಾಡ: ಕರ್ನಾಟಕ ವಿದ್ಯಾವರ್ಧಕ ಸಂಘದಲ್ಲಿ ಬಸವಜಯಂತಿ ಅಂಗವಾಗಿ ದಿನಾಂಕ: 30-04-2025 ರಾ.ಪ. ದೇಶಪಾಂಡೆ ಸಭಾಭವನದಲ್ಲಿ ಆಯೋಜಿಸಿದ್ದ ಕಾರ್ಯಕ್ರಮದಲ್ಲಿ ಸಂಘದ ಅಧ್ಯಕ್ಷ ಚಂದ್ರಕಾಂತ ಬೆಲ್ಲದ ಅವರ ನೇತೃತ್ವದಲ್ಲಿ "ಬಸವೇಶ್ವರರ ಪ್ರತಿಪಾದಿಸಿದ ಸನ್ನತದ ಮಾರ್ಗದಲ್ಲಿ ಮುನ್ನಡೆಯಬೇಕು" ವಿಷಯದ ಕುರಿತು ಉಪನ್ಯಾಸ ನಡೆಯಿತು. ಈ ಕಾರ್ಯಕ್ರಮದಲ್ಲಿ ಸಂಘದ ಪ್ರಧಾನ ಕಾರ್ಯದರ್ಶಿ ಶಂಕರ ಹಲಗತ್ತಿ ಹಾಗೂ ಪದಾಧಿಕಾರಿಗಳು ಪಾಲ್ಗೊಂಡಿದ್ದರು.	[266, 556, 470, 597]
